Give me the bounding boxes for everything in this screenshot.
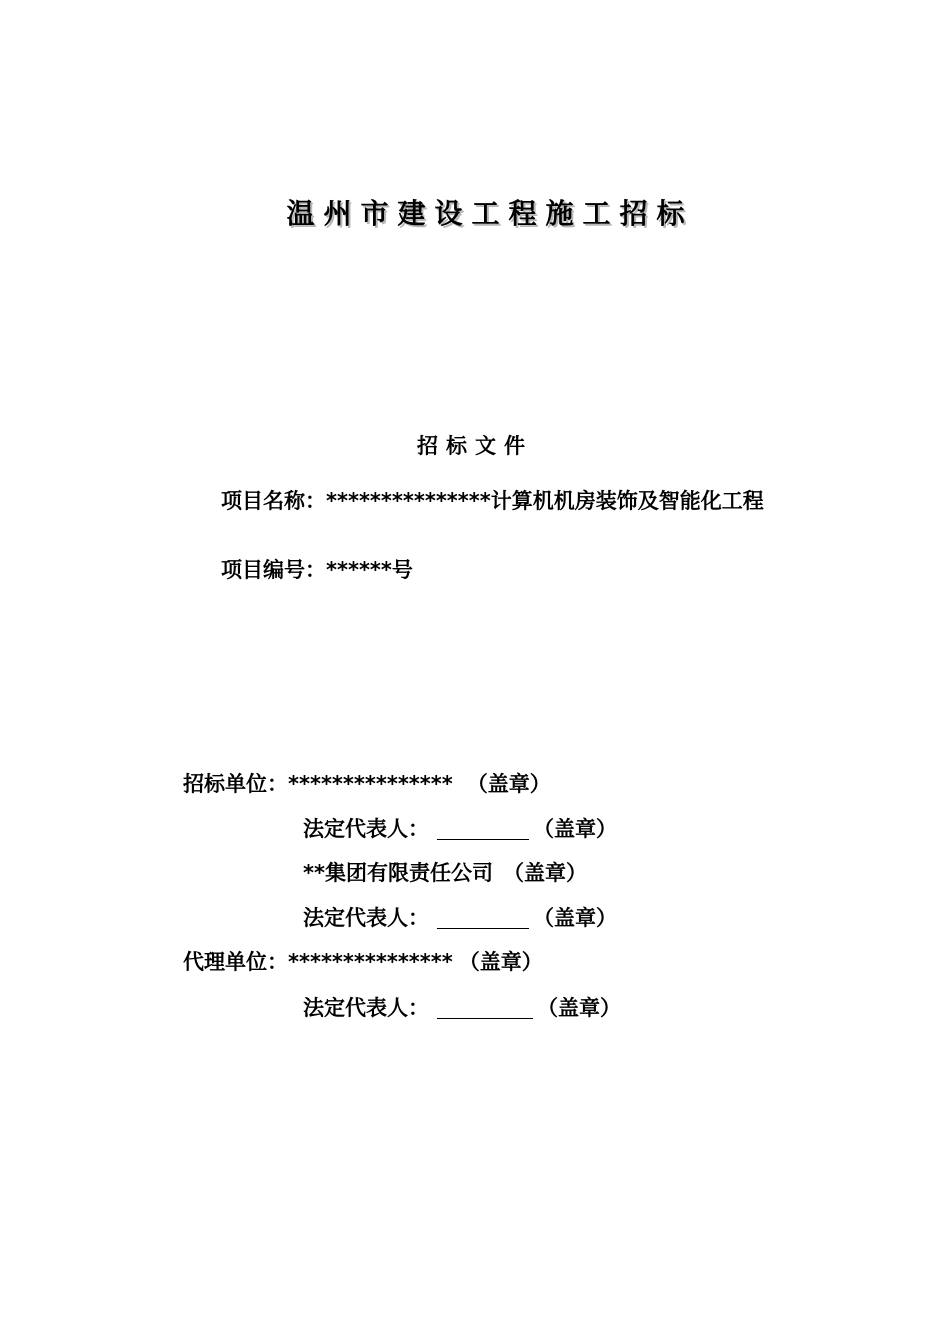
project-number-line xyxy=(221,555,413,585)
project-name-value: ***************计算机机房装饰及智能化工程 xyxy=(326,489,764,513)
tenderer-rep-stamp: （盖章） xyxy=(533,817,617,841)
tenderer-label: 招标单位： xyxy=(183,772,288,796)
group-rep-stamp: （盖章） xyxy=(533,906,617,930)
agent-value: *************** xyxy=(288,950,453,974)
project-number-label: 项目编号： xyxy=(221,558,326,582)
tenderer-rep-blank xyxy=(437,819,529,840)
tenderer-line xyxy=(183,769,551,799)
agent-rep-line xyxy=(303,993,621,1023)
tenderer-stamp: （盖章） xyxy=(466,772,551,796)
project-name-line xyxy=(221,486,764,516)
agent-rep-label: 法定代表人： xyxy=(303,996,429,1020)
group-line xyxy=(303,858,587,888)
project-name-label: 项目名称： xyxy=(221,489,326,513)
tenderer-rep-line xyxy=(303,814,617,844)
document-subtitle: 招标文件 xyxy=(417,434,533,458)
agent-rep-blank xyxy=(437,998,533,1019)
tenderer-rep-label: 法定代表人： xyxy=(303,817,429,841)
project-number-value: ******号 xyxy=(326,558,413,582)
agent-rep-stamp: （盖章） xyxy=(537,996,621,1020)
group-value: **集团有限责任公司 xyxy=(303,861,493,885)
group-stamp: （盖章） xyxy=(502,861,587,885)
agent-stamp: （盖章） xyxy=(458,950,543,974)
agent-line xyxy=(183,947,543,977)
document-title: 温州市建设工程施工招标 xyxy=(286,197,694,230)
group-rep-blank xyxy=(437,908,529,929)
agent-label: 代理单位： xyxy=(183,950,288,974)
group-rep-label: 法定代表人： xyxy=(303,906,429,930)
group-rep-line xyxy=(303,903,617,933)
tenderer-value: *************** xyxy=(288,772,453,796)
